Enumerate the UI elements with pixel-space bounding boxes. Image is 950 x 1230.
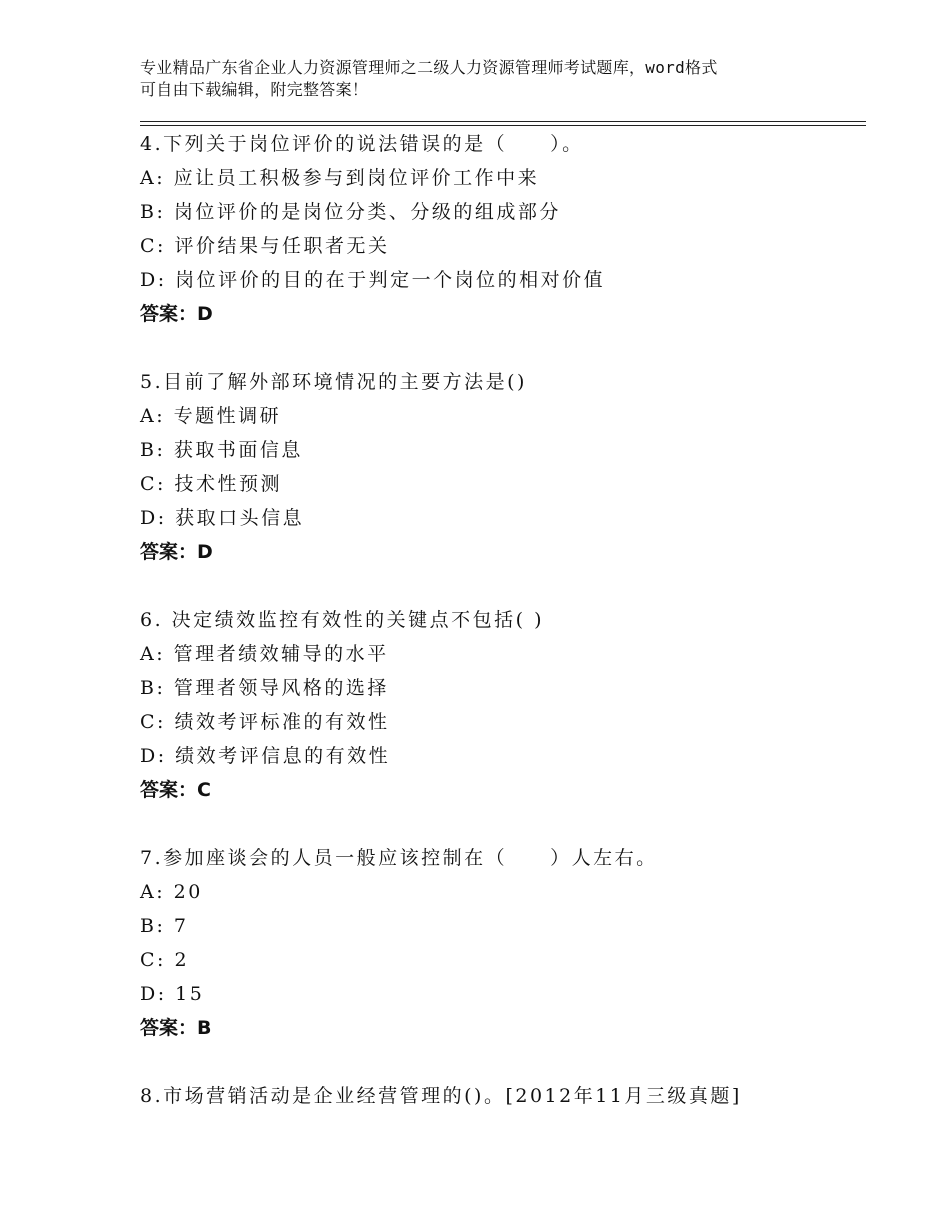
option-a: A: 应让员工积极参与到岗位评价工作中来 — [140, 167, 540, 189]
option-a: A: 管理者绩效辅导的水平 — [140, 643, 389, 665]
question-stem: 8.市场营销活动是企业经营管理的()。[2012年11月三级真题] — [140, 1085, 742, 1107]
option-b: B: 7 — [140, 915, 189, 937]
option-b: B: 获取书面信息 — [140, 439, 303, 461]
header-divider-bottom — [140, 125, 866, 126]
answer-text: 答案：D — [140, 541, 213, 563]
header-divider-top — [140, 121, 866, 122]
option-c: C: 绩效考评标准的有效性 — [140, 711, 390, 733]
document-header — [140, 57, 830, 101]
answer-text: 答案：D — [140, 303, 213, 325]
option-c: C: 技术性预测 — [140, 473, 282, 495]
header-line-1: 专业精品广东省企业人力资源管理师之二级人力资源管理师考试题库，word格式 — [140, 58, 718, 77]
question-stem: 4.下列关于岗位评价的说法错误的是（ ）。 — [140, 133, 584, 155]
question-stem: 6. 决定绩效监控有效性的关键点不包括( ) — [140, 609, 545, 631]
option-c: C: 2 — [140, 949, 190, 971]
answer-text: 答案：B — [140, 1017, 212, 1039]
option-d: D: 岗位评价的目的在于判定一个岗位的相对价值 — [140, 269, 606, 291]
option-d: D: 绩效考评信息的有效性 — [140, 745, 391, 767]
question-8 — [140, 1079, 866, 1113]
answer-text: 答案：C — [140, 779, 211, 801]
option-b: B: 岗位评价的是岗位分类、分级的组成部分 — [140, 201, 561, 223]
question-stem: 5.目前了解外部环境情况的主要方法是() — [140, 371, 527, 393]
question-5 — [140, 365, 866, 569]
question-stem: 7.参加座谈会的人员一般应该控制在（ ）人左右。 — [140, 847, 658, 869]
question-7 — [140, 841, 866, 1045]
question-4 — [140, 127, 866, 331]
option-a: A: 专题性调研 — [140, 405, 282, 427]
option-d: D: 15 — [140, 983, 205, 1005]
option-a: A: 20 — [140, 881, 203, 903]
option-d: D: 获取口头信息 — [140, 507, 305, 529]
question-list — [140, 127, 866, 1147]
header-line-2: 可自由下载编辑，附完整答案！ — [140, 80, 369, 99]
option-b: B: 管理者领导风格的选择 — [140, 677, 389, 699]
option-c: C: 评价结果与任职者无关 — [140, 235, 390, 257]
question-6 — [140, 603, 866, 807]
